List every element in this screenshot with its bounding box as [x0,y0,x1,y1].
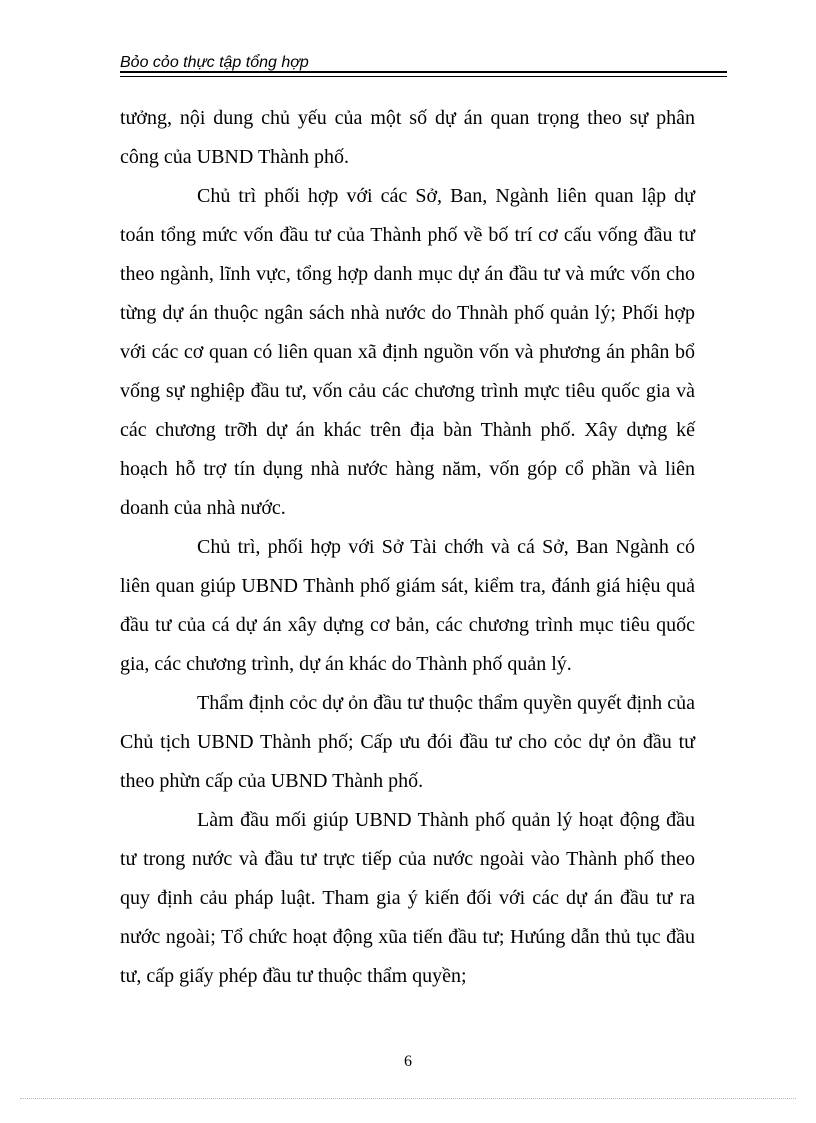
page-bottom-divider [20,1098,796,1099]
body-text [120,99,695,996]
paragraph: Chủ trì phối hợp với các Sở, Ban, Ngành liên quan lập dự toán tổng mức vốn đầu tư của Thành phố về bố trí cơ cấu vống đầu tư theo ngành, lĩnh vực, tổng hợp danh mục dự án đầu tư và mức vốn cho từng dự án thuộc ngân sách nhà nước do Thnàh phố quản lý; Phối hợp với các cơ quan có liên quan xã định nguồn vốn và phương án phân bổ vống sự nghiệp đầu tư, vốn cảu các chương trình mực tiêu quốc gia và các chương trỡh dự án khác trên địa bàn Thành phố. Xây dựng kế hoạch hỗ trợ tín dụng nhà nước hàng năm, vốn góp cổ phần và liên doanh của nhà nước. [120,185,695,519]
paragraph: Thẩm định cỏc dự ỏn đầu tư thuộc thẩm quyền quyết định của Chủ tịch UBND Thành phố; Cấp ưu đói đầu tư cho cỏc dự ỏn đầu tư theo phừn cấp của UBND Thành phố. [120,692,695,792]
page-header [120,50,727,80]
paragraph: Chủ trì, phối hợp với Sở Tài chớh và cá Sở, Ban Ngành có liên quan giúp UBND Thành phố giám sát, kiểm tra, đánh giá hiệu quả đầu tư của cá dự án xây dựng cơ bản, các chương trình mục tiêu quốc gia, các chương trình, dự án khác do Thành phố quản lý. [120,536,695,675]
header-rule-thick [120,71,727,73]
header-rule-thin [120,76,727,77]
paragraph: Làm đầu mối giúp UBND Thành phố quản lý hoạt động đầu tư trong nước và đầu tư trực tiếp của nước ngoài vào Thành phố theo quy định cảu pháp luật. Tham gia ý kiến đối với các dự án đầu tư ra nước ngoài; Tổ chức hoạt động xũa tiến đầu tư; Hưúng dẫn thủ tục đầu tư, cấp giấy phép đầu tư thuộc thẩm quyền; [120,809,695,987]
paragraph-continuation: tưởng, nội dung chủ yếu của một số dự án quan trọng theo sự phân công của UBND Thành phố. [120,107,695,168]
header-title: Bỏo cỏo thực tập tổng hợp [120,54,309,71]
page-number: 6 [404,1053,412,1070]
